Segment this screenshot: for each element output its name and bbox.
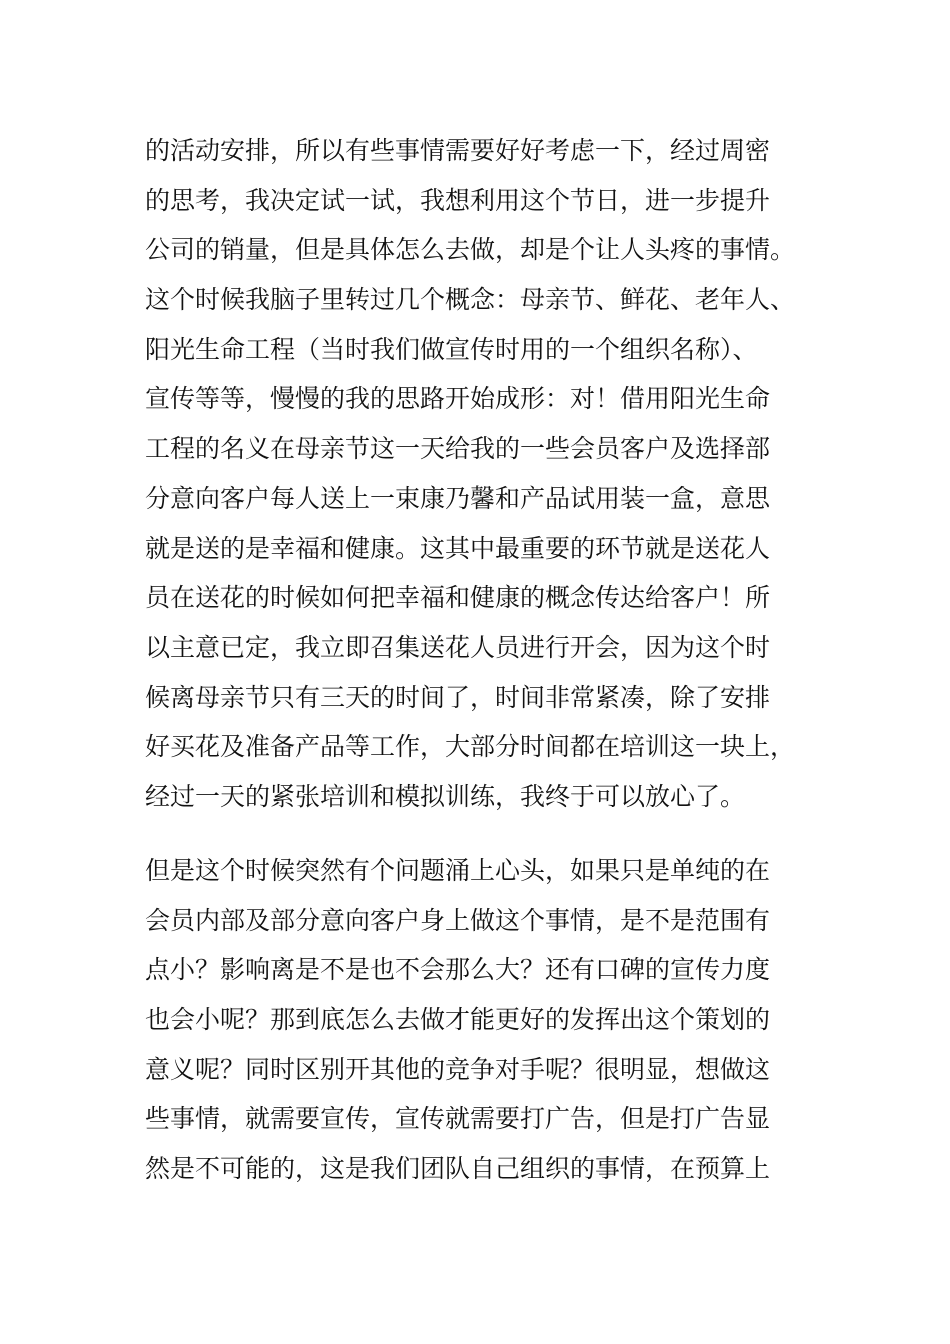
text-line: 但是这个时候突然有个问题涌上心头，如果只是单纯的在 (145, 856, 771, 885)
text-line: 会员内部及部分意向客户身上做这个事情，是不是范围有 (145, 905, 771, 935)
text-line: 阳光生命工程（当时我们做宣传时用的一个组织名称）、 (145, 334, 758, 364)
text-line: 公司的销量，但是具体怎么去做，却是个让人头疼的事情。 (145, 235, 796, 265)
text-line: 点小？影响离是不是也不会那么大？还有口碑的宣传力度 (145, 955, 771, 985)
text-line: 工程的名义在母亲节这一天给我的一些会员客户及选择部 (145, 434, 771, 464)
text-line: 经过一天的紧张培训和模拟训练，我终于可以放心了。 (145, 781, 746, 811)
text-line: 候离母亲节只有三天的时间了，时间非常紧凑，除了安排 (145, 682, 771, 712)
text-line: 员在送花的时候如何把幸福和健康的概念传达给客户！所 (145, 583, 771, 613)
text-line: 的思考，我决定试一试，我想利用这个节日，进一步提升 (145, 185, 771, 215)
paragraph-1 (145, 126, 825, 822)
paragraph-2 (145, 846, 825, 1194)
text-line: 的活动安排，所以有些事情需要好好考虑一下，经过周密 (145, 136, 771, 165)
text-line: 以主意已定，我立即召集送花人员进行开会，因为这个时 (145, 632, 771, 662)
text-line: 分意向客户每人送上一束康乃馨和产品试用装一盒，意思 (145, 483, 771, 513)
text-line: 就是送的是幸福和健康。这其中最重要的环节就是送花人 (145, 533, 771, 563)
text-line: 然是不可能的，这是我们团队自己组织的事情，在预算上 (145, 1154, 771, 1184)
text-line: 些事情，就需要宣传，宣传就需要打广告，但是打广告显 (145, 1104, 771, 1134)
text-line: 意义呢？同时区别开其他的竞争对手呢？很明显，想做这 (145, 1054, 771, 1084)
text-line: 宣传等等，慢慢的我的思路开始成形：对！借用阳光生命 (145, 384, 771, 414)
text-line: 好买花及准备产品等工作，大部分时间都在培训这一块上， (145, 732, 796, 762)
text-line: 也会小呢？那到底怎么去做才能更好的发挥出这个策划的 (145, 1005, 771, 1035)
text-line: 这个时候我脑子里转过几个概念：母亲节、鲜花、老年人、 (145, 285, 796, 315)
